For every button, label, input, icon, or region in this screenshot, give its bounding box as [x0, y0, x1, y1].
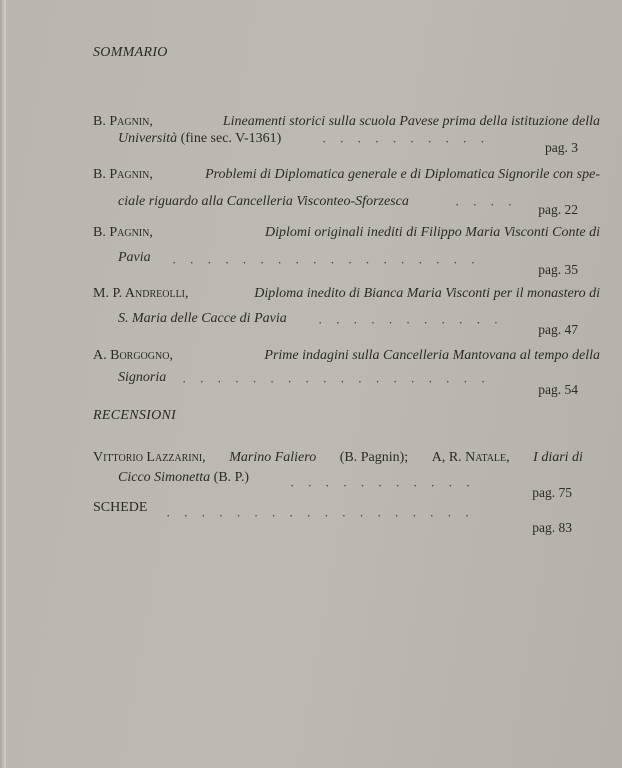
entry-title-continuation: Signoria — [118, 370, 167, 385]
page-number: pag. 35 — [538, 262, 578, 277]
entry-author: B. Pagnin, — [93, 167, 153, 182]
sommario-heading: SOMMARIO — [93, 45, 168, 60]
page-number: pag. 75 — [532, 485, 572, 500]
toc-entry-line — [93, 286, 600, 302]
dot-leader: · · · · · · · · · · — [322, 134, 485, 149]
page-number: pag. 22 — [538, 202, 578, 217]
toc-entry-line — [93, 167, 600, 183]
dot-leader: · · · · · · · · · · · · · · · · · · — [172, 255, 476, 270]
page-number: pag. 83 — [532, 520, 572, 535]
entry-author: B. Pagnin, — [93, 114, 153, 129]
reviewer: (B. P.) — [210, 470, 250, 485]
entry-title: Università — [118, 131, 178, 146]
toc-entry-line — [93, 348, 600, 364]
reviewer: (B. Pagnin); — [339, 450, 409, 465]
entry-title: Diploma inedito di Bianca Maria Visconti per il monastero di — [254, 286, 600, 301]
entry-note: (fine sec. V-1361) — [177, 131, 282, 146]
dot-leader: · · · · · · · · · · · — [318, 315, 499, 330]
entry-author: A. Borgogno, — [93, 348, 173, 363]
entry-author: B. Pagnin, — [93, 225, 153, 240]
entry-title-continuation: Pavia — [118, 250, 151, 265]
review-title-continuation — [118, 470, 249, 486]
dot-leader: · · · · — [455, 197, 513, 212]
dot-leader: · · · · · · · · · · · — [290, 478, 471, 493]
page-number: pag. 3 — [545, 140, 578, 155]
review-title: Marino Faliero — [229, 450, 317, 465]
review-author: Vittorio Lazzarini, — [93, 450, 206, 465]
entry-title-continuation: ciale riguardo alla Cancelleria Visconteo-Sforzesca — [118, 194, 409, 209]
toc-entry-line — [93, 114, 600, 130]
review-author: A, R. Natale, — [431, 450, 510, 465]
toc-entry-line — [93, 225, 600, 241]
dot-leader: · · · · · · · · · · · · · · · · · · — [182, 374, 486, 389]
entry-title: Prime indagini sulla Cancelleria Mantovana al tempo della — [264, 348, 600, 363]
entry-title-continuation: S. Maria delle Cacce di Pavia — [118, 311, 287, 326]
review-title: I diari di — [533, 450, 583, 465]
entry-title: Problemi di Diplomatica generale e di Diplomatica Signorile con spe- — [205, 167, 600, 182]
entry-title: Diplomi originali inediti di Filippo Maria Visconti Conte di — [265, 225, 600, 240]
entry-title: Lineamenti storici sulla scuola Pavese prima della istituzione della — [222, 114, 600, 129]
entry-author: M. P. Andreolli, — [93, 286, 189, 301]
page-number: pag. 54 — [538, 382, 578, 397]
entry-title-continuation — [118, 131, 281, 147]
review-title: Cicco Simonetta — [118, 470, 211, 485]
dot-leader: · · · · · · · · · · · · · · · · · · — [166, 508, 470, 523]
page-edge-shadow — [0, 0, 6, 768]
page-number: pag. 47 — [538, 322, 578, 337]
review-entry-line — [93, 450, 583, 466]
recensioni-heading: RECENSIONI — [93, 408, 177, 423]
schede-label: SCHEDE — [93, 500, 148, 515]
